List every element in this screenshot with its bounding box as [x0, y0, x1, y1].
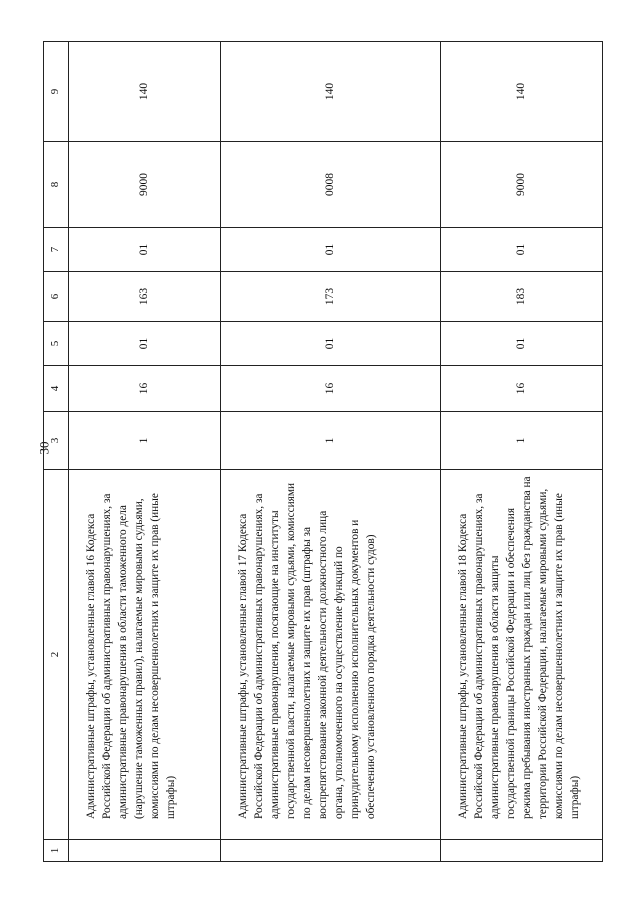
code-cell: 163: [69, 272, 221, 322]
code-cell: 140: [69, 42, 221, 142]
code-cell: 140: [441, 42, 603, 142]
code-cell: 01: [441, 228, 603, 272]
code-cell: 01: [221, 228, 441, 272]
header-cell: 4: [44, 366, 69, 412]
table-row: [221, 42, 441, 862]
code-cell: 1: [221, 412, 441, 470]
page-number: 30: [36, 441, 52, 455]
code-cell: 9000: [441, 142, 603, 228]
header-cell: 8: [44, 142, 69, 228]
code-cell: 16: [69, 366, 221, 412]
code-cell: 16: [221, 366, 441, 412]
code-cell: 01: [69, 322, 221, 366]
code-cell: 1: [441, 412, 603, 470]
header-cell: 3: [44, 412, 69, 470]
description-cell: Административные штрафы, установленные главой 16 Кодекса Российской Федерации об административных правонарушениях, за административные правонарушения в области таможенного дела (нарушение таможенных правил), налагаемые мировыми судьями, комиссиями по делам несовершеннолетних и защите их прав (иные штрафы): [69, 470, 221, 840]
header-cell: 6: [44, 272, 69, 322]
header-cell: 7: [44, 228, 69, 272]
code-cell: 9000: [69, 142, 221, 228]
row-number-cell: [69, 840, 221, 862]
code-cell: 01: [441, 322, 603, 366]
header-row: [44, 42, 69, 862]
header-cell: 5: [44, 322, 69, 366]
header-cell: 1: [44, 840, 69, 862]
header-cell: 2: [44, 470, 69, 840]
row-number-cell: [441, 840, 603, 862]
code-cell: 01: [221, 322, 441, 366]
header-cell: 9: [44, 42, 69, 142]
rotated-table-page: [43, 42, 603, 862]
table-row: [441, 42, 603, 862]
code-cell: 183: [441, 272, 603, 322]
code-cell: 16: [441, 366, 603, 412]
table-row: [69, 42, 221, 862]
code-cell: 140: [221, 42, 441, 142]
code-cell: 01: [69, 228, 221, 272]
description-cell: Административные штрафы, установленные главой 17 Кодекса Российской Федерации об административных правонарушениях, за административные правонарушения, посягающие на институты государственной власти, налагаемые мировыми судьями, комиссиями по делам несовершеннолетних и защите их прав (штрафы за воспрепятствование законной деятельности должностного лица органа, уполномоченного на осуществление функций по принудительному исполнению исполнительных документов и обеспечению установленного порядка деятельности судов): [221, 470, 441, 840]
code-cell: 0008: [221, 142, 441, 228]
description-cell: Административные штрафы, установленные главой 18 Кодекса Российской Федерации об административных правонарушениях, за административные правонарушения в области защиты государственной границы Российской Федерации и обеспечения режима пребывания иностранных граждан или лиц без гражданства на территории Российской Федерации, налагаемые мировыми судьями, комиссиями по делам несовершеннолетних и защите их прав (иные штрафы): [441, 470, 603, 840]
budget-codes-table: [43, 41, 603, 862]
code-cell: 1: [69, 412, 221, 470]
code-cell: 173: [221, 272, 441, 322]
row-number-cell: [221, 840, 441, 862]
